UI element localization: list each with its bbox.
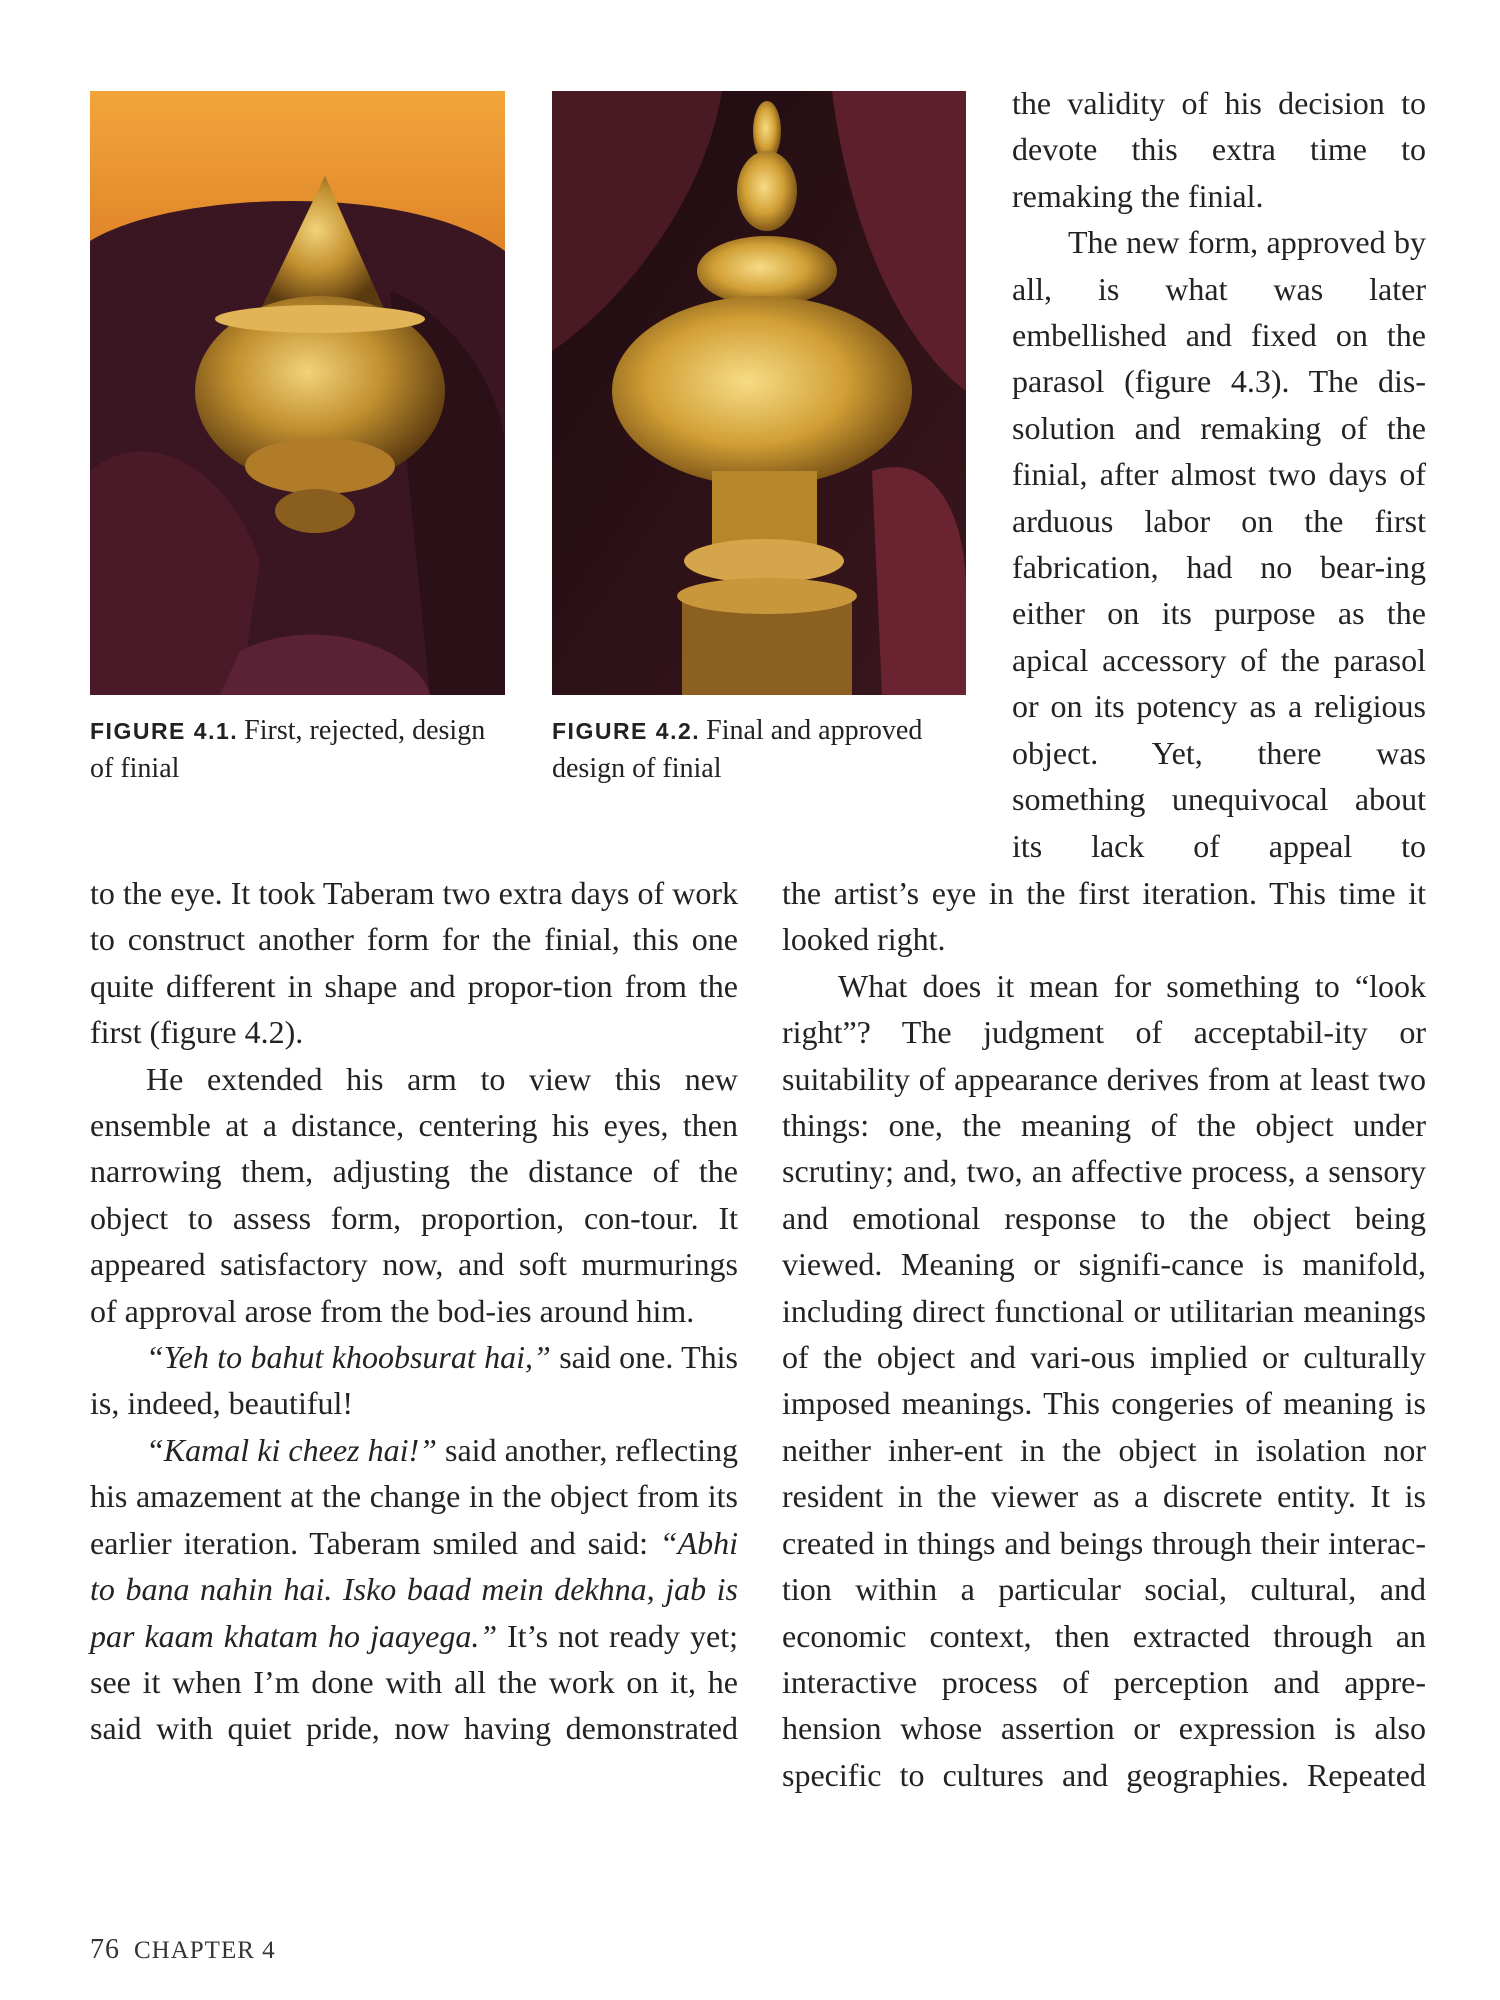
paragraph [90, 1334, 738, 1427]
figure-label: FIGURE 4.2. [552, 718, 701, 744]
figure-4-2-caption [552, 712, 972, 788]
figure-4-1-caption [90, 712, 510, 788]
top-right-text-column [1012, 80, 1426, 869]
paragraph: He extended his arm to view this new ensemble at a distance, centering his eyes, then narrowing them, adjusting the distance of the object to assess form, proportion, con-tour. It appeared satisfactory now, and soft murmurings of approval arose from the bod-ies around him. [90, 1060, 738, 1329]
hindi-quote: “Abhi to bana nahin hai. Isko baad mein dekhna, jab is par kaam khatam ho jaayega.” [90, 1524, 738, 1654]
caption-text: First, rejected, design of finial [90, 715, 486, 784]
left-text-column [90, 870, 738, 1752]
paragraph [90, 1427, 738, 1752]
page-footer [90, 1934, 276, 1966]
paragraph-text: It’s not ready yet; see it when I’m done with all the work on it, he said with quiet pride, now having demonstrated [90, 1617, 739, 1747]
hindi-quote: “Yeh to bahut khoobsurat hai,” [146, 1339, 551, 1376]
chapter-label: CHAPTER 4 [134, 1937, 276, 1964]
page-number: 76 [90, 1934, 120, 1965]
paragraph: The new form, approved by all, is what was later embellished and fixed on the parasol (figure 4.3). The dis-solution and remaking of the finial, after almost two days of arduous labor on the first fabrication, had no bear-ing either on its purpose as the apical accessory of the parasol or on its potency as a religious object. Yet, there was something unequivocal about its lack of appeal to [1012, 224, 1426, 864]
hindi-quote: “Kamal ki cheez hai!” [146, 1431, 437, 1468]
paragraph: the validity of his decision to devote this extra time to remaking the finial. [1012, 85, 1426, 214]
figure-label: FIGURE 4.1. [90, 718, 239, 744]
paragraph: the artist’s eye in the first iteration. This time it looked right. [782, 875, 1426, 958]
figure-4-1-image [90, 91, 505, 695]
paragraph: to the eye. It took Taberam two extra days of work to construct another form for the finial, this one quite different in shape and propor-tion from the first (figure 4.2). [90, 875, 738, 1051]
paragraph-text: said another, reflecting his amazement at the change in the object from its earlier iteration. Taberam smiled and said: [90, 1431, 739, 1561]
right-text-column [782, 870, 1426, 1798]
caption-text: Final and approved design of finial [552, 715, 923, 784]
paragraph: What does it mean for something to “look right”? The judgment of acceptabil-ity or suitability of appearance derives from at least two things: one, the meaning of the object under scrutiny; and, two, an affective process, a sensory and emotional response to the object being viewed. Meaning or signifi-cance is manifold, including direct functional or utilitarian meanings of the object and vari-ous implied or culturally imposed meanings. This congeries of meaning is neither inher-ent in the object in isolation nor resident in the viewer as a discrete entity. It is created in things and beings through their interac-tion within a particular social, cultural, and economic context, then extracted through an interactive process of perception and appre-hension whose assertion or expression is also specific to cultures and geographies. Repeated [782, 967, 1426, 1793]
figure-4-2-image [552, 91, 966, 695]
paragraph-text: said one. This is, indeed, beautiful! [90, 1339, 739, 1422]
